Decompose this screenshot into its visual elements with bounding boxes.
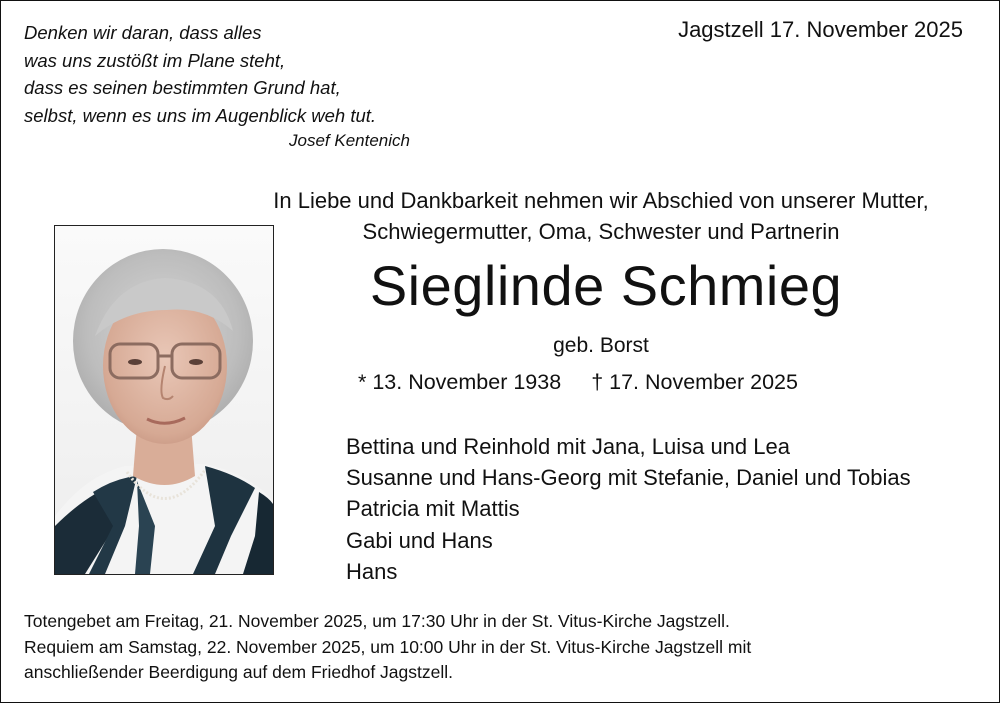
maiden-name: geb. Borst [553, 334, 649, 357]
death-date: † 17. November 2025 [591, 370, 798, 394]
poem-line: dass es seinen bestimmten Grund hat, [24, 77, 341, 98]
mourner-line: Bettina und Reinhold mit Jana, Luisa und Lea [346, 434, 790, 459]
poem [24, 19, 376, 129]
intro-text [201, 186, 1000, 247]
deceased-name: Sieglinde Schmieg [369, 254, 843, 317]
mourner-line: Susanne und Hans-Georg mit Stefanie, Daniel und Tobias [346, 465, 911, 491]
mourner-line: Hans [346, 558, 398, 584]
service-line: Requiem am Samstag, 22. November 2025, um 10:00 Uhr in der St. Vitus-Kirche Jagstzell mit [24, 636, 752, 657]
portrait-image [55, 226, 273, 574]
mourner-line: Gabi und Hans [346, 527, 493, 553]
poem-line: Denken wir daran, dass alles [24, 22, 262, 43]
service-line: Totengebet am Freitag, 21. November 2025, um 17:30 Uhr in der St. Vitus-Kirche Jagstzell. [24, 611, 730, 631]
place-date: Jagstzell 17. November 2025 [678, 17, 963, 42]
portrait-photo [54, 225, 274, 575]
poem-line: was uns zustößt im Plane steht, [24, 49, 286, 71]
mourners-list [346, 431, 911, 587]
mourner-line: Patricia mit Mattis [346, 496, 520, 522]
poem-author: Josef Kentenich [289, 131, 410, 150]
life-dates [358, 370, 798, 395]
intro-line: Schwiegermutter, Oma, Schwester und Partnerin [362, 218, 840, 244]
service-details [24, 609, 751, 686]
intro-line: In Liebe und Dankbarkeit nehmen wir Abschied von unserer Mutter, [273, 188, 929, 213]
birth-date: * 13. November 1938 [358, 370, 562, 394]
poem-line: selbst, wenn es uns im Augenblick weh tut. [24, 104, 377, 126]
service-line: anschließender Beerdigung auf dem Friedhof Jagstzell. [24, 662, 453, 682]
